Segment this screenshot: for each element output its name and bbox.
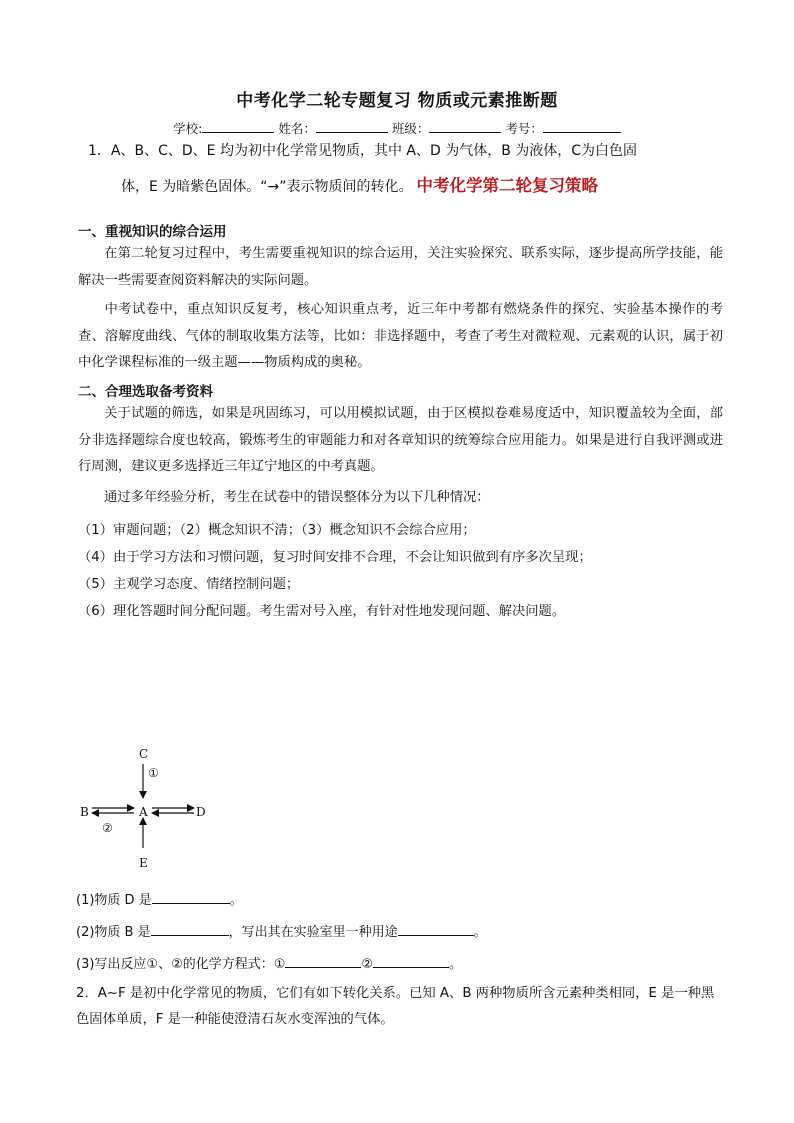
node-c: C xyxy=(139,747,149,761)
conversion-diagram xyxy=(70,740,220,875)
label-reaction-1: ① xyxy=(148,766,159,780)
school-blank[interactable] xyxy=(202,120,274,133)
answer-blank-use[interactable] xyxy=(398,923,474,936)
sub-question-3-suffix: 。 xyxy=(449,957,463,972)
question-1-line-2 xyxy=(121,172,598,196)
node-d: D xyxy=(196,805,206,819)
student-info-line xyxy=(0,119,794,137)
name-blank[interactable] xyxy=(316,120,388,133)
reaction-2-marker: ② xyxy=(361,957,374,972)
exam-no-blank[interactable] xyxy=(543,120,621,133)
section-2-paragraph-2-text: 通过多年经验分析，考生在试卷中的错误整体分为以下几种情况： xyxy=(104,490,490,505)
reaction-1-marker: ① xyxy=(273,957,286,972)
question-1-line-1: 1．A、B、C、D、E 均为初中化学常见物质，其中 A、D 为气体，B 为液体，C为白色固 xyxy=(88,143,638,159)
section-1-heading: 一、重视知识的综合运用 xyxy=(78,224,227,240)
sub-question-3 xyxy=(76,953,462,972)
section-2-heading: 二、合理选取备考资料 xyxy=(78,384,213,400)
node-a: A xyxy=(139,805,148,819)
sub-question-1-prefix: (1)物质 D 是 xyxy=(76,893,152,908)
answer-blank-b[interactable] xyxy=(151,923,229,936)
sub-question-2-suffix: 。 xyxy=(473,925,487,940)
node-b: B xyxy=(80,805,89,819)
class-label: 班级： xyxy=(391,121,430,136)
answer-blank-equation-2[interactable] xyxy=(373,955,449,968)
name-label: 姓名： xyxy=(278,121,316,136)
sub-question-1 xyxy=(76,889,243,908)
section-1-paragraph-1 xyxy=(78,241,723,294)
class-blank[interactable] xyxy=(429,120,501,133)
strategy-title: 中考化学第二轮复习策略 xyxy=(416,176,599,195)
section-1-paragraph-1-text: 在第二轮复习过程中，考生需要重视知识的综合运用，关注实验探究、联系实际，逐步提高所学技能，能解决一些需要查阅资料解决的实际问题。 xyxy=(78,246,723,288)
answer-blank-d[interactable] xyxy=(152,891,230,904)
section-2-paragraph-2 xyxy=(78,485,723,512)
sub-question-2-prefix: (2)物质 B 是 xyxy=(76,925,151,940)
list-item: （5）主观学习态度、情绪控制问题； xyxy=(78,577,300,592)
section-1-paragraph-2-text: 中考试卷中，重点知识反复考，核心知识重点考，近三年中考都有燃烧条件的探究、实验基本操作的考查、溶解度曲线、气体的制取收集方法等，比如：非选择题中，考查了考生对微粒观、元素观的认识，属于初中化学课程标准的一级主题——物质构成的奥秘。 xyxy=(78,302,723,370)
school-label: 学校: xyxy=(173,121,203,136)
sub-question-2 xyxy=(76,921,487,940)
sub-question-1-suffix: 。 xyxy=(229,893,243,908)
node-e: E xyxy=(139,856,148,870)
page-title: 中考化学二轮专题复习 物质或元素推断题 xyxy=(236,91,558,111)
question-1-line-2-text: 体，E 为暗紫色固体。“→”表示物质间的转化。 xyxy=(121,179,413,195)
list-item: （6）理化答题时间分配问题。考生需对号入座，有针对性地发现问题、解决问题。 xyxy=(78,604,566,619)
section-1-paragraph-2 xyxy=(78,297,723,377)
sub-question-2-mid: ，写出其在实验室里一种用途 xyxy=(228,925,398,940)
section-2-paragraph-1 xyxy=(78,401,723,481)
answer-blank-equation-1[interactable] xyxy=(285,955,361,968)
sub-question-3-prefix: (3)写出反应①、②的化学方程式： xyxy=(76,957,274,972)
list-item: （1）审题问题；（2）概念知识不清；（3）概念知识不会综合应用； xyxy=(78,523,476,538)
question-2: 2．A~F 是初中化学常见的物质，它们有如下转化关系。已知 A、B 两种物质所含元素种类相同，E 是一种黑色固体单质，F 是一种能使澄清石灰水变浑浊的气体。 xyxy=(76,986,715,1027)
label-reaction-2: ② xyxy=(102,821,113,835)
section-2-paragraph-1-text: 关于试题的筛选，如果是巩固练习，可以用模拟试题，由于区模拟卷难易度适中，知识覆盖较为全面，部分非选择题综合度也较高，锻炼考生的审题能力和对各章知识的统筹综合应用能力。如果是进行自我评测或进行周测，建议更多选择近三年辽宁地区的中考真题。 xyxy=(78,406,723,474)
list-item: （4）由于学习方法和习惯问题，复习时间安排不合理，不会让知识做到有序多次呈现； xyxy=(78,550,592,565)
exam-no-label: 考号： xyxy=(505,121,543,136)
